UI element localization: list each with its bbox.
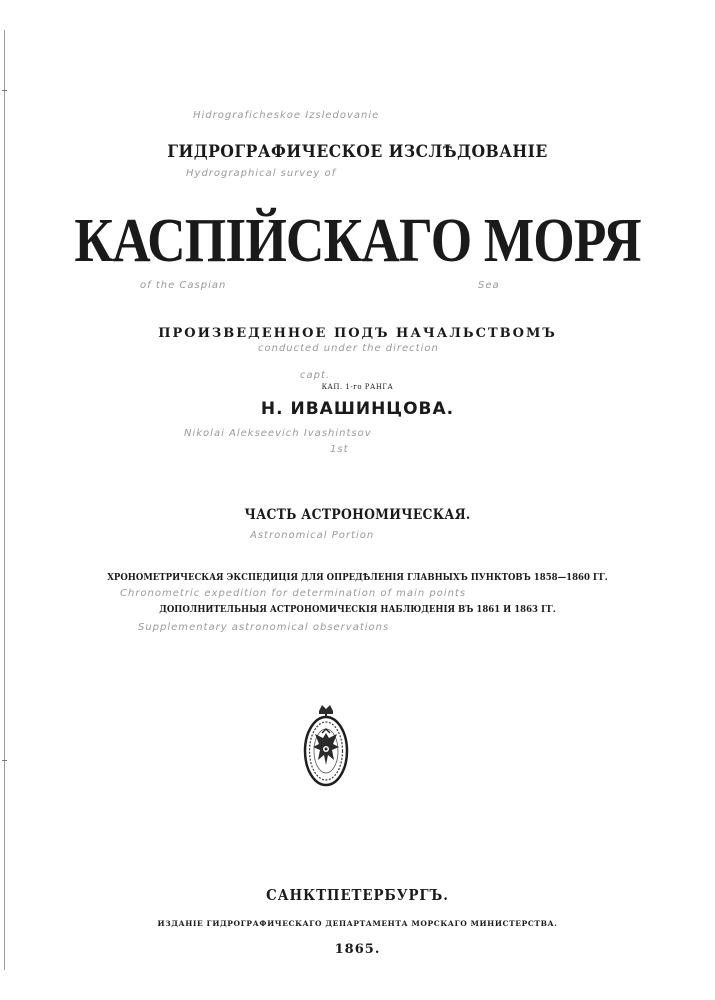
publication-year: 1865. xyxy=(334,942,381,957)
handwritten-note-9: Astronomical Portion xyxy=(250,530,375,541)
part-title: ЧАСТЬ АСТРОНОМИЧЕСКАЯ. xyxy=(244,507,471,523)
subtitle-supplementary: ДОПОЛНИТЕЛЬНЫЯ АСТРОНОМИЧЕСКІЯ НАБЛЮДЕНІЯ ВЪ 1861 И 1863 ГГ. xyxy=(159,604,556,615)
page-edge-mark xyxy=(2,760,7,761)
title-main: КАСПІЙСКАГО МОРЯ xyxy=(74,207,641,275)
handwritten-note-2: Hydrographical survey of xyxy=(186,168,337,179)
subtitle-chronometric: ХРОНОМЕТРИЧЕСКАЯ ЭКСПЕДИЦІЯ ДЛЯ ОПРЕДѢЛЕНІЯ ГЛАВНЫХЪ ПУНКТОВЪ 1858—1860 ГГ. xyxy=(107,572,608,583)
page-edge-mark xyxy=(2,90,7,91)
publisher-line: ИЗДАНІЕ ГИДРОГРАФИЧЕСКАГО ДЕПАРТАМЕНТА МОРСКАГО МИНИСТЕРСТВА. xyxy=(157,919,558,928)
imperial-eagle-emblem-icon xyxy=(303,703,349,789)
conducted-under-line: ПРОИЗВЕДЕННОЕ ПОДЪ НАЧАЛЬСТВОМЪ xyxy=(158,326,557,341)
captain-rank: КАП. 1-го РАНГА xyxy=(321,383,394,391)
handwritten-note-6: capt. xyxy=(300,370,331,381)
author-name: Н. ИВАШИНЦОВА. xyxy=(260,399,455,419)
handwritten-note-1: Hidrograficheskoe Izsledovanie xyxy=(193,110,380,121)
handwritten-note-11: Supplementary astronomical observations xyxy=(138,622,390,633)
handwritten-note-10: Chronometric expedition for determination of main points xyxy=(120,588,467,599)
handwritten-note-5: conducted under the direction xyxy=(258,343,439,354)
handwritten-note-4: Sea xyxy=(478,280,500,291)
city-name: САНКТПЕТЕРБУРГЪ. xyxy=(266,887,449,904)
handwritten-note-8: 1st xyxy=(330,444,349,455)
title-line-1: ГИДРОГРАФИЧЕСКОЕ ИЗСЛѢДОВАНІЕ xyxy=(167,142,548,162)
handwritten-note-3: of the Caspian xyxy=(140,280,227,291)
page-edge-line xyxy=(4,30,5,970)
handwritten-note-7: Nikolai Alekseevich Ivashintsov xyxy=(184,428,372,439)
